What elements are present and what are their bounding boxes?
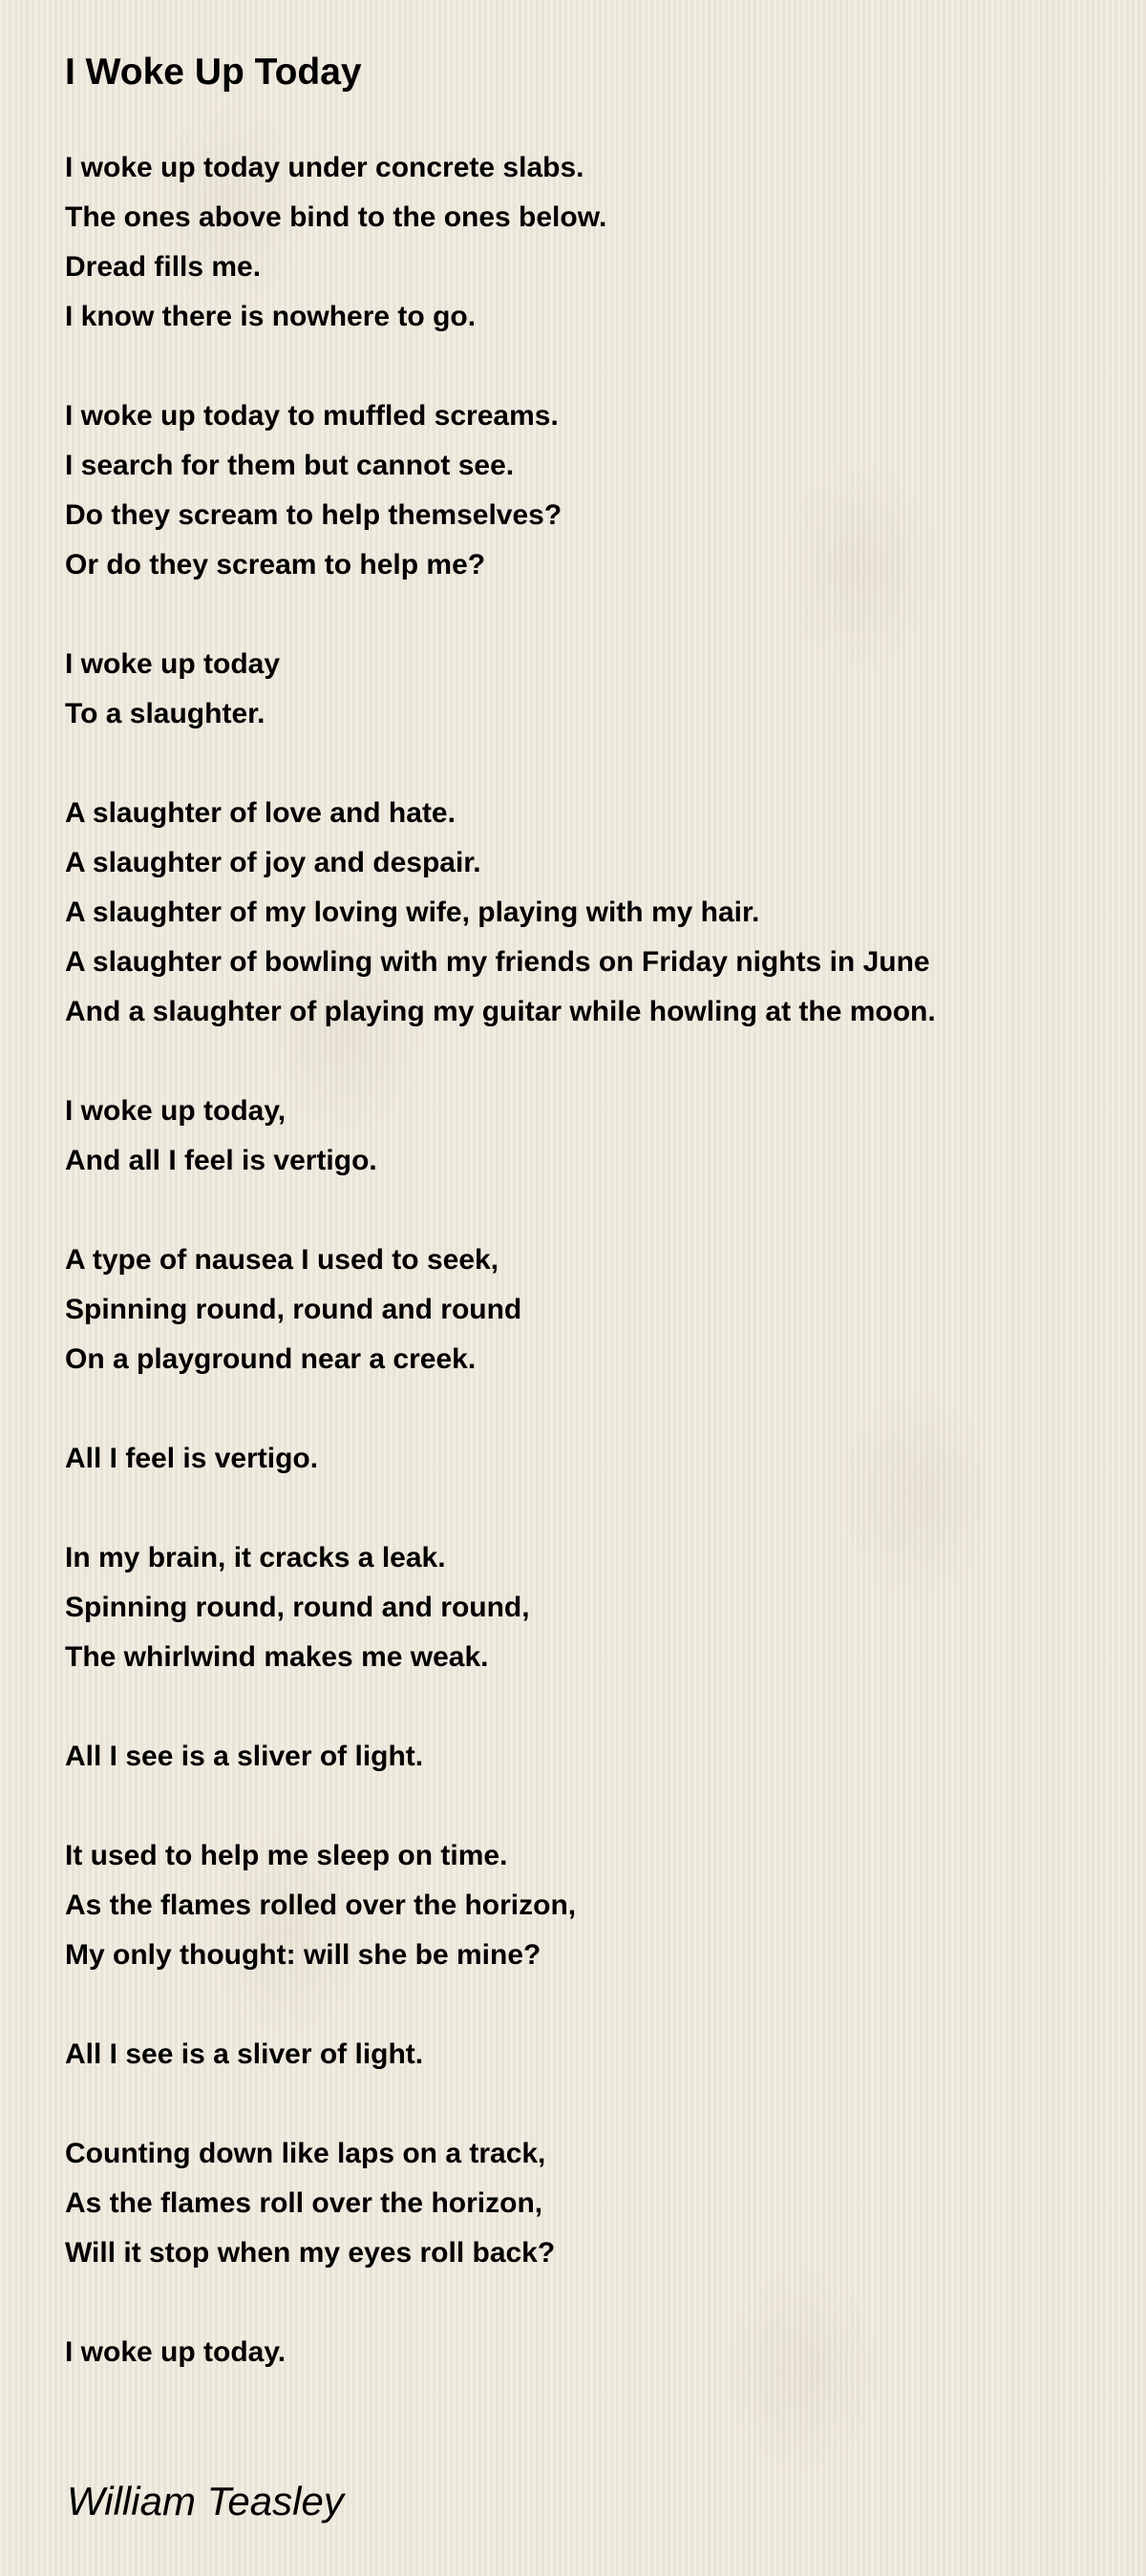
poem-line: All I see is a sliver of light. [65,2038,424,2070]
poem-title: I Woke Up Today [65,52,362,93]
poem-line: I know there is nowhere to go. [65,301,477,332]
stanza [65,143,1115,342]
poem-line: Dread fills me. [65,251,262,283]
poem-line: All I feel is vertigo. [65,1443,319,1474]
poem-line: Do they scream to help themselves? [65,499,562,531]
poem-line: All I see is a sliver of light. [65,1741,424,1772]
stanza [65,789,1115,1037]
poem-line: I woke up today [65,648,281,680]
poem-line: To a slaughter. [65,698,265,729]
stanza [65,1434,1115,1484]
stanza [65,1533,1115,1682]
poem-line: A slaughter of joy and despair. [65,847,481,878]
author-signature: William Teasley [67,2479,344,2523]
poem-line: In my brain, it cracks a leak. [65,1542,446,1573]
poem-line: A slaughter of my loving wife, playing with my hair. [65,897,760,928]
poem-line: I woke up today under concrete slabs. [65,152,584,183]
stanza [65,2328,1115,2377]
poem-line: On a playground near a creek. [65,1343,477,1375]
poem-line: And a slaughter of playing my guitar while howling at the moon. [65,996,936,1027]
poem-line: As the flames roll over the horizon, [65,2187,543,2219]
poem-line: Spinning round, round and round [65,1294,522,1325]
poem-line: And all I feel is vertigo. [65,1145,377,1176]
stanza [65,2129,1115,2278]
stanza [65,1087,1115,1186]
poem-line: I search for them but cannot see. [65,450,515,481]
poem-line: Counting down like laps on a track, [65,2138,546,2169]
stanza [65,391,1115,590]
poem-line: I woke up today to muffled screams. [65,400,559,432]
poem-line: It used to help me sleep on time. [65,1840,508,1871]
poem-line: A slaughter of bowling with my friends on Friday nights in June [65,946,930,978]
stanza [65,1235,1115,1384]
stanza [65,640,1115,739]
poem-line: The whirlwind makes me weak. [65,1641,489,1673]
poem-line: A slaughter of love and hate. [65,797,456,829]
stanza [65,1831,1115,1980]
poem-body [65,143,1115,2427]
poem-line: As the flames rolled over the horizon, [65,1890,577,1921]
stanza [65,1732,1115,1782]
poem-line: The ones above bind to the ones below. [65,201,607,233]
poem-line: I woke up today. [65,2336,286,2368]
poem-line: Spinning round, round and round, [65,1592,530,1623]
poem-line: I woke up today, [65,1095,286,1127]
stanza [65,2030,1115,2080]
poem-line: A type of nausea I used to seek, [65,1244,499,1276]
poem-line: Or do they scream to help me? [65,549,486,581]
poem-line: My only thought: will she be mine? [65,1939,541,1971]
poem-line: Will it stop when my eyes roll back? [65,2237,556,2269]
